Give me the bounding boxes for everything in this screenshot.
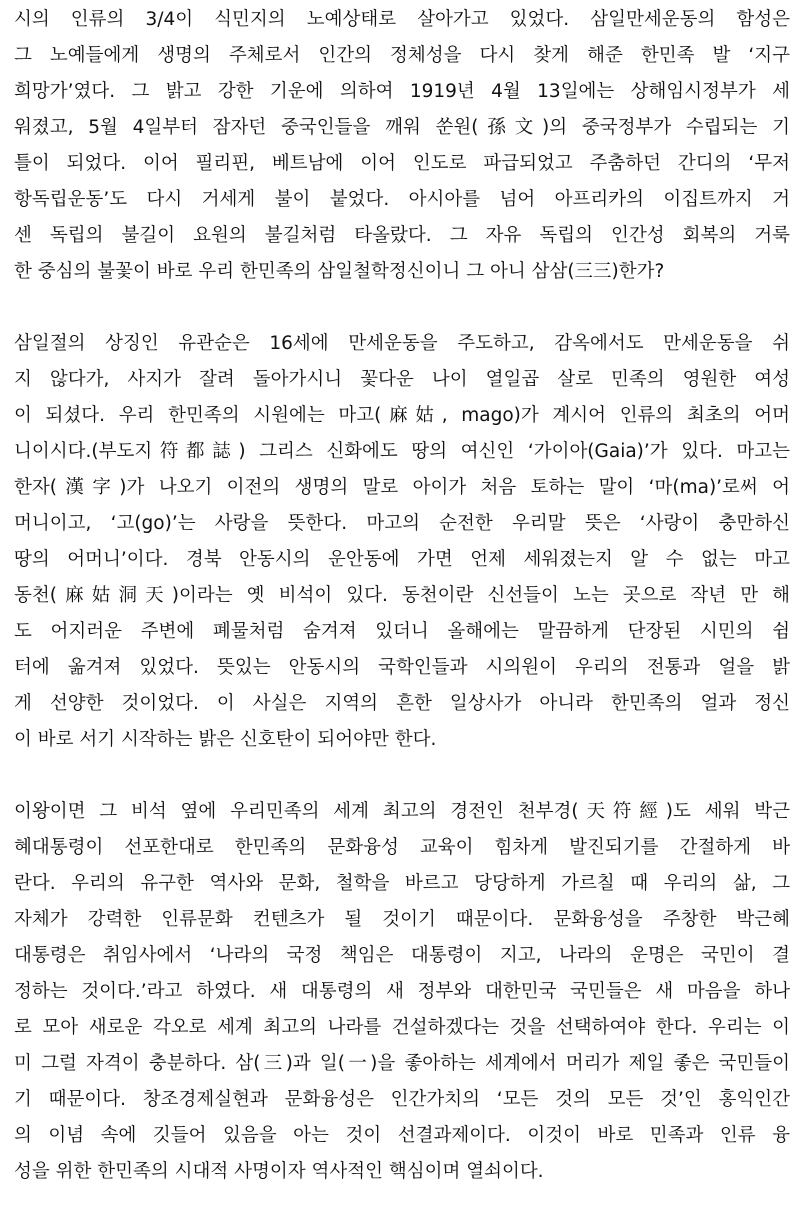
text-line: 혜대통령이 선포한대로 한민족의 문화융성 교육이 힘차게 발진되기를 간절하게 바 [14, 837, 790, 858]
text-line: 항독립운동’도 다시 거세게 불이 붙었다. 아시아를 넘어 아프리카의 이집트까지 거 [14, 189, 790, 210]
text-line: 란다. 우리의 유구한 역사와 문화, 철학을 바르고 당당하게 가르칠 때 우리의 삶, 그 [14, 873, 790, 894]
text-line: 미 그럴 자격이 충분하다. 삼(三)과 일(一)을 좋아하는 세계에서 머리가 제일 좋은 국민들이 [14, 1053, 790, 1074]
text-line: 게 선양한 것이었다. 이 사실은 지역의 흔한 일상사가 아니라 한민족의 얼과 정신 [14, 693, 790, 714]
text-line: 로 모아 새로운 각오로 세계 최고의 나라를 건설하겠다는 것을 선택하여야 한다. 우리는 이 [14, 1017, 790, 1038]
text-line: 의 이념 속에 깃들어 있음을 아는 것이 선결과제이다. 이것이 바로 민족과 인류 융 [14, 1125, 790, 1146]
text-line: 성을 위한 한민족의 시대적 사명이자 역사적인 핵심이며 열쇠이다. [14, 1161, 544, 1182]
text-line: 니이시다.(부도지符都誌) 그리스 신화에도 땅의 여신인 ‘가이아(Gaia)’가 있다. 마고는 [14, 441, 790, 462]
text-line: 머니이고, ‘고(go)’는 사랑을 뜻한다. 마고의 순전한 우리말 뜻은 ‘사랑이 충만하신 [14, 513, 790, 534]
text-line: 도 어지러운 주변에 폐물처럼 숨겨져 있더니 올해에는 말끔하게 단장된 시민의 쉼 [14, 621, 790, 642]
text-line: 희망가’였다. 그 밝고 강한 기운에 의하여 1919년 4월 13일에는 상해임시정부가 세 [14, 81, 790, 102]
text-line: 한자(漢字)가 나오기 이전의 생명의 말로 아이가 처음 토하는 말이 ‘마(ma)’로써 어 [14, 477, 790, 498]
text-line: 이왕이면 그 비석 옆에 우리민족의 세계 최고의 경전인 천부경(天符經)도 세워 박근 [14, 801, 790, 822]
text-line: 한 중심의 불꽃이 바로 우리 한민족의 삼일철학정신이니 그 아니 삼삼(三三)한가? [14, 261, 665, 282]
text-line: 센 독립의 불길이 요원의 불길처럼 타올랐다. 그 자유 독립의 인간성 회복의 거룩 [14, 225, 790, 246]
text-line: 자체가 강력한 인류문화 컨텐츠가 될 것이기 때문이다. 문화융성을 주창한 박근혜 [14, 909, 790, 930]
text-line: 지 않다가, 사지가 잘려 돌아가시니 꽃다운 나이 열일곱 살로 민족의 영원한 여성 [14, 369, 790, 390]
text-line: 터에 옮겨져 있었다. 뜻있는 안동시의 국학인들과 시의원이 우리의 전통과 얼을 밝 [14, 657, 790, 678]
text-line: 이 되셨다. 우리 한민족의 시원에는 마고(麻姑, mago)가 계시어 인류의 최초의 어머 [14, 405, 790, 426]
paragraph-cheonbugyeong-culture [14, 794, 790, 1190]
text-line: 이 바로 서기 시작하는 밝은 신호탄이 되어야만 한다. [14, 729, 437, 750]
text-line: 기 때문이다. 창조경제실현과 문화융성은 인간가치의 ‘모든 것의 모든 것’인 홍익인간 [14, 1089, 790, 1110]
text-line: 그 노예들에게 생명의 주체로서 인간의 정체성을 다시 찾게 해준 한민족 발 ‘지구 [14, 45, 790, 66]
text-line: 정하는 것이다.’라고 하였다. 새 대통령의 새 정부와 대한민국 국민들은 새 마음을 하나 [14, 981, 790, 1002]
text-line: 대통령은 취임사에서 ‘나라의 국정 책임은 대통령이 지고, 나라의 운명은 국민이 결 [14, 945, 790, 966]
text-line: 워졌고, 5월 4일부터 잠자던 중국인들을 깨워 쑨원(孫文)의 중국정부가 수립되는 기 [14, 117, 790, 138]
paragraph-samil-movement [14, 2, 790, 290]
text-line: 동천(麻姑洞天)이라는 옛 비석이 있다. 동천이란 신선들이 노는 곳으로 작년 만 해 [14, 585, 790, 606]
text-line: 시의 인류의 3/4이 식민지의 노예상태로 살아가고 있었다. 삼일만세운동의 함성은 [14, 9, 790, 30]
text-line: 땅의 어머니’이다. 경북 안동시의 운안동에 가면 언제 세워졌는지 알 수 없는 마고 [14, 549, 790, 570]
paragraph-yu-gwansun-mago [14, 326, 790, 758]
text-line: 틀이 되었다. 이어 필리핀, 베트남에 이어 인도로 파급되었고 주춤하던 간디의 ‘무저 [14, 153, 790, 174]
text-line: 삼일절의 상징인 유관순은 16세에 만세운동을 주도하고, 감옥에서도 만세운동을 쉬 [14, 333, 790, 354]
